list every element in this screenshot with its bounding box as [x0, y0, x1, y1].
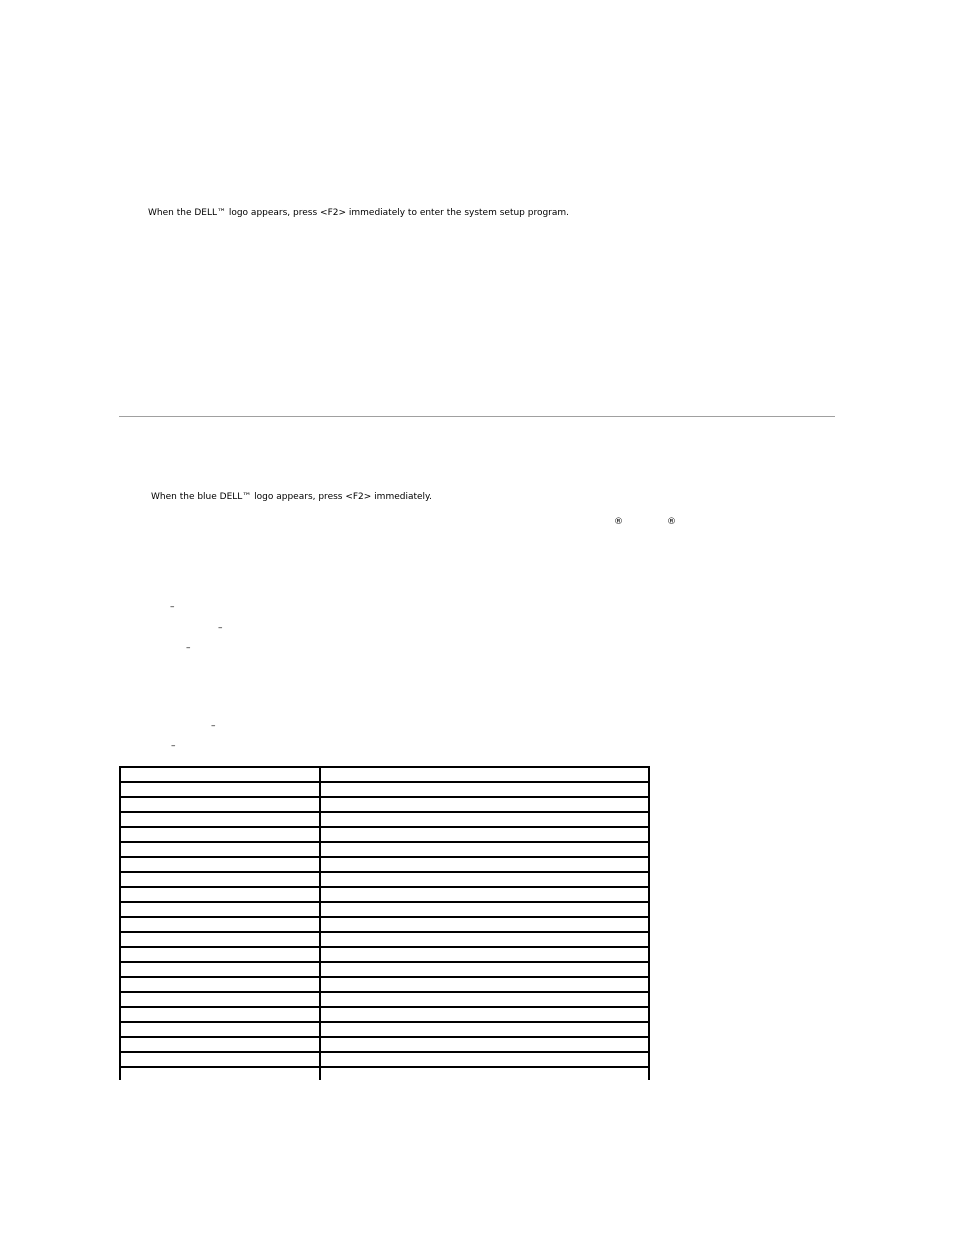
table-cell-option: [120, 827, 320, 842]
table-row: [120, 857, 649, 872]
table-cell-description: [320, 767, 649, 782]
table-cell-description: [320, 1037, 649, 1052]
table-cell-description: [320, 902, 649, 917]
table-cell-description: [320, 842, 649, 857]
table-cell-option: [120, 1022, 320, 1037]
table-cell-option: [120, 812, 320, 827]
table-cell-description: [320, 1007, 649, 1022]
table-row: [120, 1022, 649, 1037]
table-cell-option: [120, 857, 320, 872]
table-row: [120, 872, 649, 887]
section-divider: [119, 416, 835, 417]
table-cell-description: [320, 797, 649, 812]
table-row: [120, 947, 649, 962]
table-row: [120, 932, 649, 947]
table-cell-description: [320, 962, 649, 977]
list-dash: –: [170, 602, 175, 612]
table-cell-option: [120, 947, 320, 962]
registered-mark: ®: [667, 517, 676, 527]
table-cell-description: [320, 1022, 649, 1037]
table-row: [120, 797, 649, 812]
table-row: [120, 977, 649, 992]
table-cell-option: [120, 977, 320, 992]
table-row: [120, 917, 649, 932]
table-row: [120, 902, 649, 917]
table-row: [120, 1037, 649, 1052]
table-row: [120, 812, 649, 827]
table-row: [120, 827, 649, 842]
table-row: [120, 887, 649, 902]
table-cell-description: [320, 947, 649, 962]
settings-table: [119, 766, 650, 1080]
table-cell-description: [320, 992, 649, 1007]
table-cell-option: [120, 962, 320, 977]
table-cell-description: [320, 887, 649, 902]
table-row: [120, 992, 649, 1007]
list-dash: –: [211, 721, 216, 731]
registered-mark: ®: [614, 517, 623, 527]
table-cell-option: [120, 902, 320, 917]
table-cell-description: [320, 872, 649, 887]
table-cell-option: [120, 782, 320, 797]
table-cell-description: [320, 932, 649, 947]
table-cell-description: [320, 857, 649, 872]
table-cell-option: [120, 842, 320, 857]
table-cell-option: [120, 917, 320, 932]
table-cell-description: [320, 1067, 649, 1080]
table-cell-option: [120, 887, 320, 902]
table-cell-option: [120, 1007, 320, 1022]
table-cell-option: [120, 1052, 320, 1067]
step-text-enter-setup: When the DELL™ logo appears, press <F2> immediately to enter the system setup program.: [148, 208, 570, 218]
table-cell-option: [120, 767, 320, 782]
table-cell-description: [320, 917, 649, 932]
list-dash: –: [186, 643, 191, 653]
table-cell-option: [120, 1037, 320, 1052]
list-dash: –: [171, 741, 176, 751]
table-cell-option: [120, 992, 320, 1007]
step-text-press-f2: When the blue DELL™ logo appears, press <F2> immediately.: [151, 492, 432, 502]
table-row: [120, 782, 649, 797]
list-dash: –: [218, 623, 223, 633]
table-cell-option: [120, 872, 320, 887]
table-cell-option: [120, 932, 320, 947]
table-row: [120, 1007, 649, 1022]
table-row: [120, 1052, 649, 1067]
table-cell-option: [120, 1067, 320, 1080]
table-cell-description: [320, 782, 649, 797]
table-cell-option: [120, 797, 320, 812]
table-row: [120, 1067, 649, 1080]
table-row: [120, 767, 649, 782]
table-cell-description: [320, 827, 649, 842]
table-cell-description: [320, 812, 649, 827]
table-cell-description: [320, 977, 649, 992]
table-cell-description: [320, 1052, 649, 1067]
table-row: [120, 962, 649, 977]
table-row: [120, 842, 649, 857]
